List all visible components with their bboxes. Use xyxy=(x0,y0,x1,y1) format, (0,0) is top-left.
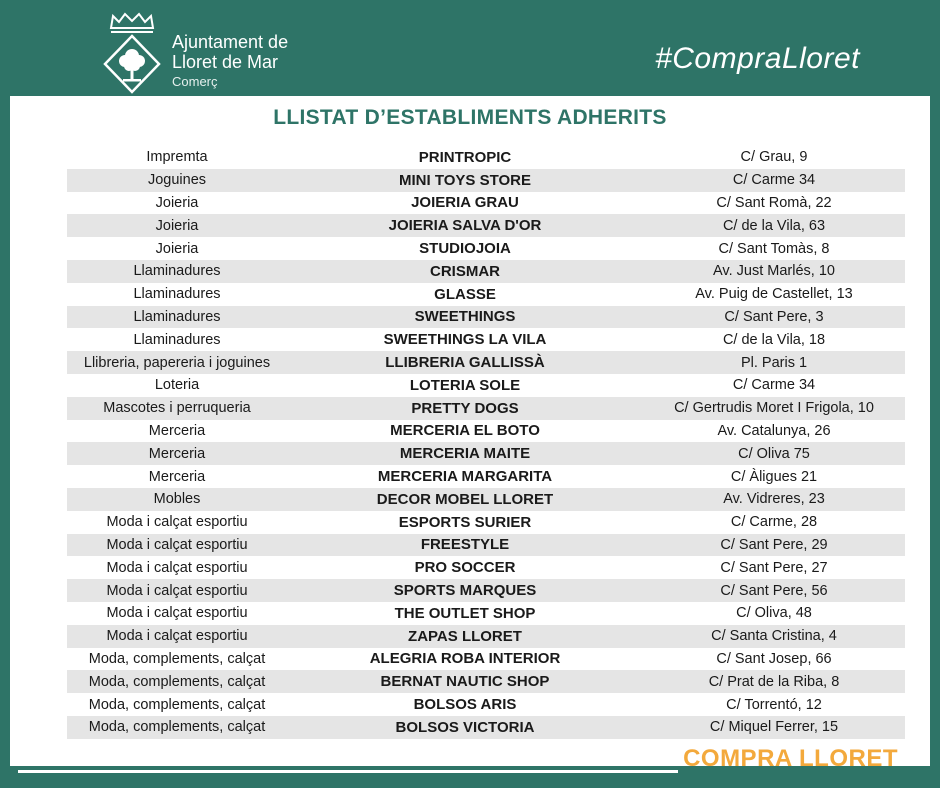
row-category: Impremta xyxy=(146,149,208,166)
org-line-2: Lloret de Mar xyxy=(172,52,279,72)
page-title: LLISTAT D’ESTABLIMENTS ADHERITS xyxy=(273,106,667,129)
row-category: Moda, complements, calçat xyxy=(67,716,287,739)
table-row xyxy=(67,625,905,648)
table-row xyxy=(67,602,905,625)
row-category: Moda i calçat esportiu xyxy=(67,579,287,602)
row-address: C/ Gertrudis Moret I Frigola, 10 xyxy=(643,397,905,420)
row-establishment-name: BERNAT NAUTIC SHOP xyxy=(287,670,643,693)
row-category: Moda i calçat esportiu xyxy=(67,534,287,557)
row-address: C/ Oliva 75 xyxy=(643,442,905,465)
row-category: Joieria xyxy=(155,240,199,257)
organization-name xyxy=(172,32,288,92)
row-establishment-name: LOTERIA SOLE xyxy=(409,376,521,394)
establishments-table xyxy=(67,146,905,739)
row-address: C/ Santa Cristina, 4 xyxy=(643,625,905,648)
table-row xyxy=(67,283,905,306)
row-address: Av. Catalunya, 26 xyxy=(717,422,831,439)
row-category: Mobles xyxy=(67,488,287,511)
row-category: Llibreria, papereria i joguines xyxy=(67,351,287,374)
row-address: C/ Àligues 21 xyxy=(730,468,818,485)
footer-divider xyxy=(18,770,678,773)
row-address: C/ de la Vila, 18 xyxy=(722,331,826,348)
table-row xyxy=(67,351,905,374)
row-address: Av. Vidreres, 23 xyxy=(643,488,905,511)
row-establishment-name: MERCERIA MAITE xyxy=(287,442,643,465)
content-panel xyxy=(10,96,930,766)
row-address: C/ Sant Pere, 56 xyxy=(643,579,905,602)
row-address: Pl. Paris 1 xyxy=(643,351,905,374)
table-row xyxy=(67,488,905,511)
row-establishment-name: PRINTROPIC xyxy=(418,148,512,166)
table-row xyxy=(67,534,905,557)
table-row xyxy=(67,670,905,693)
row-address: C/ Sant Pere, 27 xyxy=(720,559,828,576)
row-establishment-name: DECOR MOBEL LLORET xyxy=(287,488,643,511)
org-line-1: Ajuntament de xyxy=(172,32,289,52)
row-establishment-name: STUDIOJOIA xyxy=(419,240,511,258)
row-category: Moda i calçat esportiu xyxy=(106,605,248,622)
row-establishment-name: FREESTYLE xyxy=(287,534,643,557)
row-category: Llaminadures xyxy=(133,286,221,303)
row-address: C/ Oliva, 48 xyxy=(736,605,812,622)
row-category: Joieria xyxy=(67,214,287,237)
establishments-table-wrapper xyxy=(67,146,905,739)
table-row xyxy=(67,214,905,237)
table-row xyxy=(67,237,905,260)
row-address: C/ de la Vila, 63 xyxy=(643,214,905,237)
municipal-shield-logo-icon xyxy=(101,12,163,96)
row-establishment-name: JOIERIA GRAU xyxy=(411,194,519,212)
row-establishment-name: SPORTS MARQUES xyxy=(287,579,643,602)
row-establishment-name: JOIERIA SALVA D'OR xyxy=(287,214,643,237)
row-establishment-name: ZAPAS LLORET xyxy=(287,625,643,648)
footer-brand: COMPRA LLORET xyxy=(683,745,898,772)
row-address: C/ Prat de la Riba, 8 xyxy=(643,670,905,693)
table-row xyxy=(67,716,905,739)
row-address: C/ Carme 34 xyxy=(732,377,816,394)
row-category: Merceria xyxy=(148,422,206,439)
table-row xyxy=(67,556,905,579)
row-establishment-name: PRETTY DOGS xyxy=(287,397,643,420)
row-category: Moda, complements, calçat xyxy=(67,670,287,693)
table-row xyxy=(67,192,905,215)
row-category: Joguines xyxy=(67,169,287,192)
row-category: Llaminadures xyxy=(67,260,287,283)
table-row xyxy=(67,260,905,283)
row-establishment-name: PRO SOCCER xyxy=(414,559,516,577)
row-category: Llaminadures xyxy=(133,331,221,348)
row-category: Moda, complements, calçat xyxy=(88,696,266,713)
row-address: C/ Sant Josep, 66 xyxy=(716,650,832,667)
row-establishment-name: MERCERIA MARGARITA xyxy=(377,468,553,486)
row-establishment-name: ALEGRIA ROBA INTERIOR xyxy=(369,650,561,668)
row-establishment-name: MERCERIA EL BOTO xyxy=(390,422,540,440)
row-category: Merceria xyxy=(67,442,287,465)
row-category: Moda i calçat esportiu xyxy=(67,625,287,648)
row-category: Mascotes i perruqueria xyxy=(67,397,287,420)
row-establishment-name: LLIBRERIA GALLISSÀ xyxy=(287,351,643,374)
table-row xyxy=(67,328,905,351)
row-address: C/ Sant Pere, 29 xyxy=(643,534,905,557)
table-row xyxy=(67,693,905,716)
row-establishment-name: MINI TOYS STORE xyxy=(287,169,643,192)
row-address: Av. Just Marlés, 10 xyxy=(643,260,905,283)
row-address: C/ Torrentó, 12 xyxy=(726,696,822,713)
row-address: C/ Grau, 9 xyxy=(740,149,808,166)
row-address: C/ Sant Pere, 3 xyxy=(643,306,905,329)
row-category: Merceria xyxy=(148,468,206,485)
table-row xyxy=(67,146,905,169)
row-establishment-name: THE OUTLET SHOP xyxy=(394,604,536,622)
row-establishment-name: BOLSOS VICTORIA xyxy=(287,716,643,739)
row-category: Joieria xyxy=(155,194,199,211)
row-address: C/ Sant Romà, 22 xyxy=(716,194,832,211)
header xyxy=(0,0,940,96)
table-row xyxy=(67,169,905,192)
row-establishment-name: SWEETHINGS LA VILA xyxy=(383,331,547,349)
table-row xyxy=(67,579,905,602)
row-establishment-name: SWEETHINGS xyxy=(287,306,643,329)
row-category: Moda i calçat esportiu xyxy=(106,559,248,576)
row-establishment-name: ESPORTS SURIER xyxy=(398,513,532,531)
row-establishment-name: BOLSOS ARIS xyxy=(413,696,517,714)
row-address: Av. Puig de Castellet, 13 xyxy=(695,286,853,303)
table-row xyxy=(67,511,905,534)
table-row xyxy=(67,397,905,420)
table-row xyxy=(67,374,905,397)
row-address: C/ Sant Tomàs, 8 xyxy=(718,240,830,257)
org-department: Comerç xyxy=(172,74,218,89)
row-category: Loteria xyxy=(154,377,200,394)
row-establishment-name: GLASSE xyxy=(434,285,496,303)
row-category: Moda, complements, calçat xyxy=(88,650,266,667)
row-address: C/ Carme, 28 xyxy=(730,514,818,531)
hashtag: #CompraLloret xyxy=(655,42,860,75)
row-address: C/ Miquel Ferrer, 15 xyxy=(643,716,905,739)
table-row xyxy=(67,420,905,443)
row-category: Moda i calçat esportiu xyxy=(106,514,248,531)
table-row xyxy=(67,442,905,465)
table-row xyxy=(67,465,905,488)
row-address: C/ Carme 34 xyxy=(643,169,905,192)
table-row xyxy=(67,306,905,329)
table-row xyxy=(67,648,905,671)
row-category: Llaminadures xyxy=(67,306,287,329)
row-establishment-name: CRISMAR xyxy=(287,260,643,283)
